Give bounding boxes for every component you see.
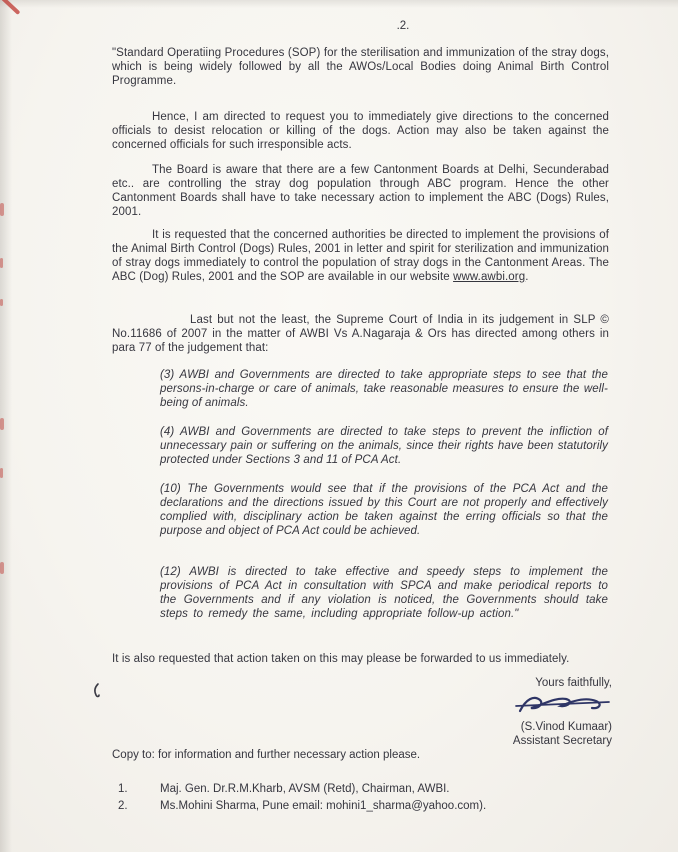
copy-to-item-text: Maj. Gen. Dr.R.M.Kharb, AVSM (Retd), Chairman, AWBI. [160,783,450,795]
paragraph-abc-rules-text: It is requested that the concerned authorities be directed to implement the provisions of the Animal Birth Control (Dogs) Rules, 2001 in letter and spirit for sterilization and immunization of stray dogs immediately to control the population of stray dogs in the Cantonment Areas. The ABC (Dog) Rules, 2001 and the SOP are available in our website [112,229,609,283]
paragraph-directions: Hence, I am directed to request you to immediately give directions to the concerned officials to desist relocation or killing of the dogs. Action may also be taken against the concerned officials for such irresponsible acts. [112,111,609,151]
paragraph-supreme-court: Last but not the least, the Supreme Court of India in its judgement in SLP © No.11686 of 2007 in the matter of AWBI Vs A.Nagaraja & Ors has directed among others in para 77 of the judgement that: [112,314,609,354]
page-number: .2. [396,20,410,32]
quote-para-3: (3) AWBI and Governments are directed to take appropriate steps to see that the persons-in-charge or care of animals, take reasonable measures to ensure the well-being of animals. [160,369,608,409]
scan-edge-shadow [0,0,12,852]
scan-artifact-red-mark [0,562,4,574]
awbi-website-link[interactable]: www.awbi.org [453,271,526,283]
scan-artifact-red-mark [0,468,3,478]
copy-to-item [118,799,486,813]
paragraph-abc-rules-period: . [525,271,529,283]
scan-artifact-red-mark [0,203,4,216]
scan-artifact-red-mark [0,418,4,430]
scan-artifact-red-mark [0,258,3,268]
signer-title: Assistant Secretary [512,735,612,747]
copy-to-heading: Copy to: for information and further necessary action please. [112,749,421,761]
scan-artifact-red-mark [0,0,20,15]
paragraph-sop: "Standard Operatiing Procedures (SOP) for the sterilisation and immunization of the stray dogs, which is being widely followed by all the AWOs/Local Bodies doing Animal Birth Control Programme. [112,47,609,87]
scan-edge-shadow [0,0,678,8]
paragraph-abc-rules [112,228,609,284]
closing-request: It is also requested that action taken on this may please be forwarded to us immediately. [112,653,570,665]
copy-to-item-number: 1. [118,783,128,795]
copy-to-item [118,782,486,796]
paragraph-cantonment-boards: The Board is aware that there are a few Cantonment Boards at Delhi, Secunderabad etc.. are controlling the stray dog population through ABC program. Hence the other Cantonment Boards shall have to take necessary action to implement the ABC (Dogs) Rules, 2001. [112,164,609,218]
signature-block [430,676,612,748]
copy-to-item-number: 2. [118,800,128,812]
quote-para-4: (4) AWBI and Governments are directed to take steps to prevent the infliction of unnecessary pain or suffering on the animals, since their rights have been statutorily protected under Sections 3 and 11 of PCA Act. [160,426,608,466]
quote-para-10: (10) The Governments would see that if the provisions of the PCA Act and the declarations and the directions issued by this Court are not properly and effectively complied with, disciplinary action be taken against the erring officials so that the purpose and object of PCA Act could be achieved. [160,483,608,537]
scan-artifact-red-mark [0,299,3,306]
signature-scribble [514,692,612,718]
quote-para-12: (12) AWBI is directed to take effective and speedy steps to implement the provisions of PCA Act in consultation with SPCA and make periodical reports to the Governments and if any violation is noticed, the Governments should take steps to remedy the same, including appropriate follow-up action." [160,566,608,620]
copy-to-item-text: Ms.Mohini Sharma, Pune email: mohini1_sharma@yahoo.com). [160,800,487,812]
copy-to-list [118,782,486,816]
valediction: Yours faithfully, [535,677,612,689]
signer-name: (S.Vinod Kumaar) [520,721,612,733]
pen-mark [91,682,103,700]
